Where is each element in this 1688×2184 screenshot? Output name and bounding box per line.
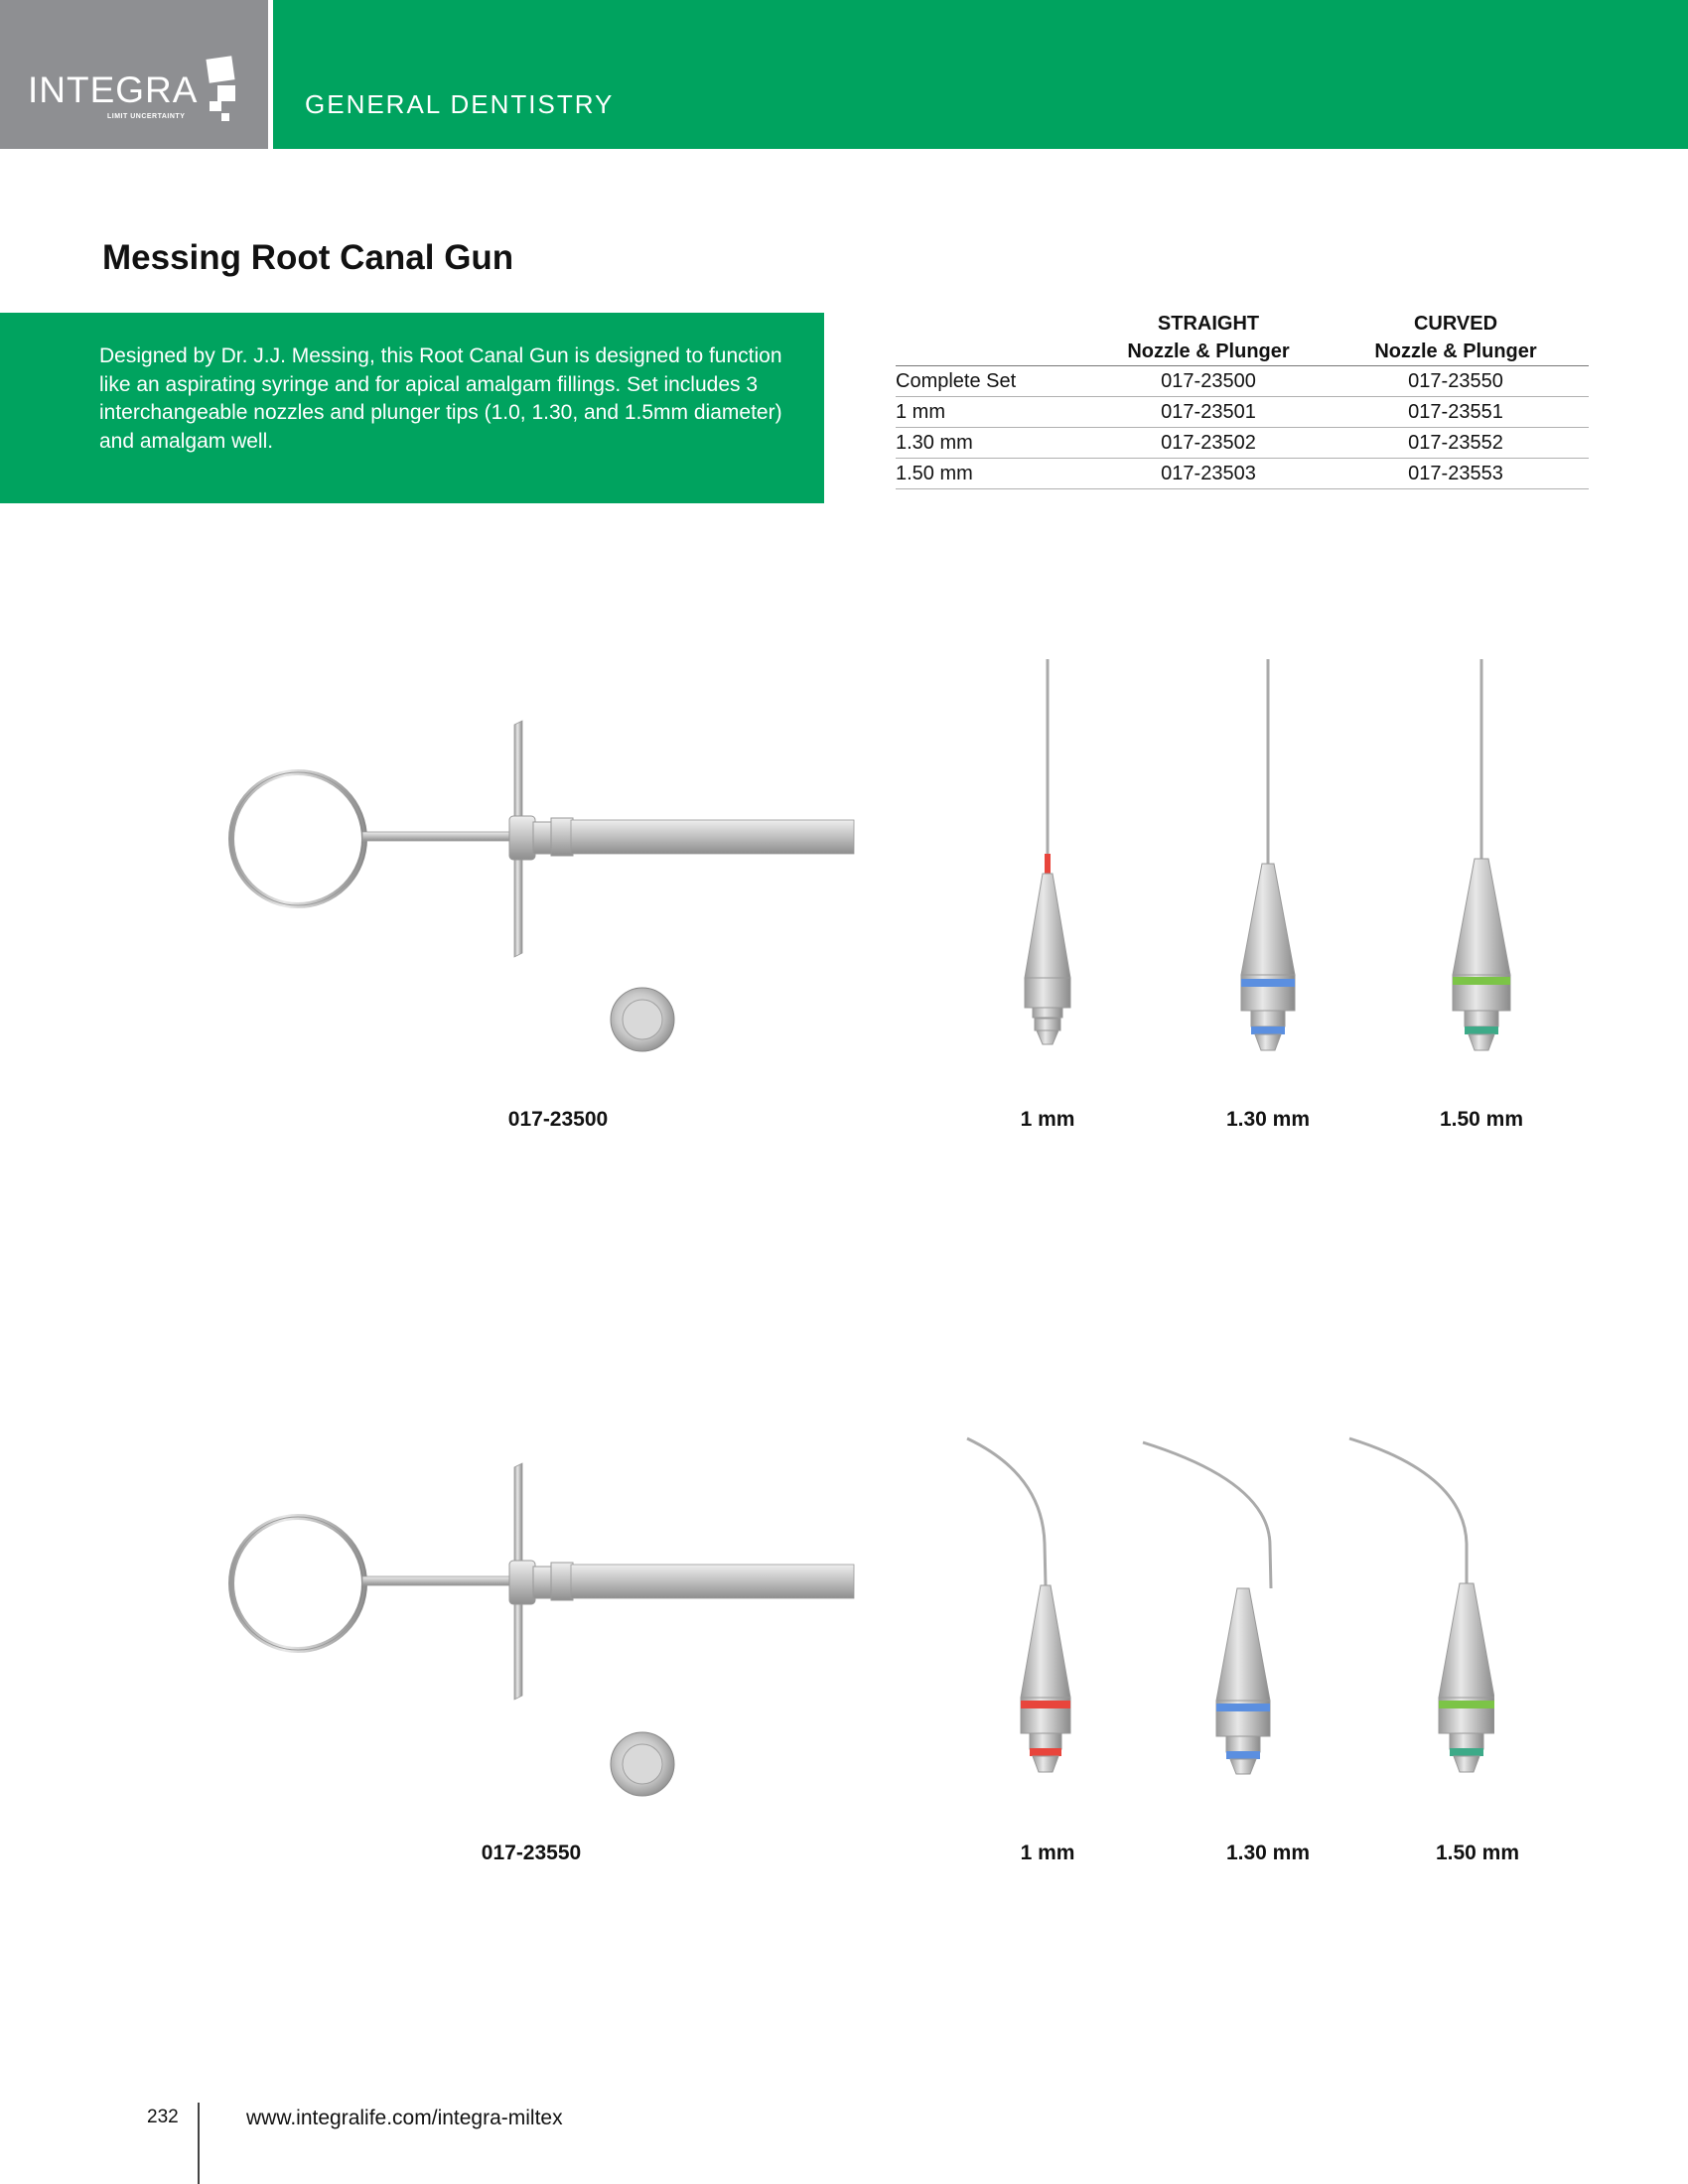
- straight-nozzle-150mm-icon: [1427, 655, 1536, 1082]
- brand-logo-mark-icon: [204, 56, 243, 127]
- straight-cat-number: 017-23502: [1094, 428, 1323, 459]
- table-header-blank: [896, 310, 1094, 338]
- row-label: 1 mm: [896, 397, 1094, 428]
- curved-set-caption: 017-23550: [481, 1842, 582, 1864]
- straight-cat-number: 017-23503: [1094, 459, 1323, 489]
- curved-tip-caption-150mm: 1.50 mm: [1435, 1842, 1520, 1864]
- page-number: 232: [147, 2107, 179, 2127]
- table-subheader-straight: Nozzle & Plunger: [1094, 338, 1323, 366]
- straight-cat-number: 017-23501: [1094, 397, 1323, 428]
- header-band: [273, 0, 1688, 149]
- curved-tip-caption-1mm: 1 mm: [1020, 1842, 1075, 1864]
- table-subheader-curved: Nozzle & Plunger: [1323, 338, 1589, 366]
- curved-cat-number: 017-23553: [1323, 459, 1589, 489]
- row-label: 1.30 mm: [896, 428, 1094, 459]
- curved-cat-number: 017-23550: [1323, 366, 1589, 397]
- table-row: [896, 397, 1589, 428]
- section-title: GENERAL DENTISTRY: [305, 89, 615, 119]
- row-label: Complete Set: [896, 366, 1094, 397]
- straight-set-caption: 017-23500: [507, 1108, 609, 1131]
- curved-tip-caption-130mm: 1.30 mm: [1225, 1842, 1311, 1864]
- brand-logo-text: INTEGRA: [28, 69, 199, 110]
- straight-root-canal-gun-icon: [218, 715, 864, 963]
- table-header-curved: CURVED: [1413, 313, 1498, 335]
- curved-nozzle-130mm-icon: [1139, 1434, 1278, 1822]
- straight-tip-caption-1mm: 1 mm: [1020, 1108, 1075, 1131]
- curved-cat-number: 017-23551: [1323, 397, 1589, 428]
- straight-nozzle-130mm-icon: [1213, 655, 1323, 1082]
- order-table: [896, 310, 1589, 489]
- footer-url-link[interactable]: www.integralife.com/integra-miltex: [246, 2107, 563, 2129]
- curved-cat-number: 017-23552: [1323, 428, 1589, 459]
- straight-cat-number: 017-23500: [1094, 366, 1323, 397]
- table-row: [896, 428, 1589, 459]
- footer-divider: [198, 2103, 200, 2184]
- straight-tip-caption-130mm: 1.30 mm: [1225, 1108, 1311, 1131]
- straight-nozzle-1mm-icon: [993, 655, 1102, 1082]
- brand-tagline: LIMIT UNCERTAINTY: [107, 113, 186, 120]
- table-row: [896, 459, 1589, 489]
- product-title: Messing Root Canal Gun: [102, 238, 514, 277]
- table-subheader-blank: [896, 338, 1094, 366]
- curved-nozzle-150mm-icon: [1345, 1434, 1494, 1822]
- straight-tip-caption-150mm: 1.50 mm: [1439, 1108, 1524, 1131]
- product-description: Designed by Dr. J.J. Messing, this Root Canal Gun is designed to function like an aspirating syringe and for apical amalgam fillings. Set includes 3 interchangeable nozzles and plunger tips (1.0, 1.30, and 1.5mm diameter) and amalgam well.: [99, 344, 782, 453]
- curved-root-canal-gun-icon: [218, 1459, 864, 1707]
- row-label: 1.50 mm: [896, 459, 1094, 489]
- amalgam-well-icon: [608, 985, 677, 1054]
- table-header-straight: STRAIGHT: [1157, 313, 1260, 335]
- curved-nozzle-1mm-icon: [963, 1434, 1102, 1822]
- table-row: [896, 366, 1589, 397]
- amalgam-well-icon: [608, 1729, 677, 1799]
